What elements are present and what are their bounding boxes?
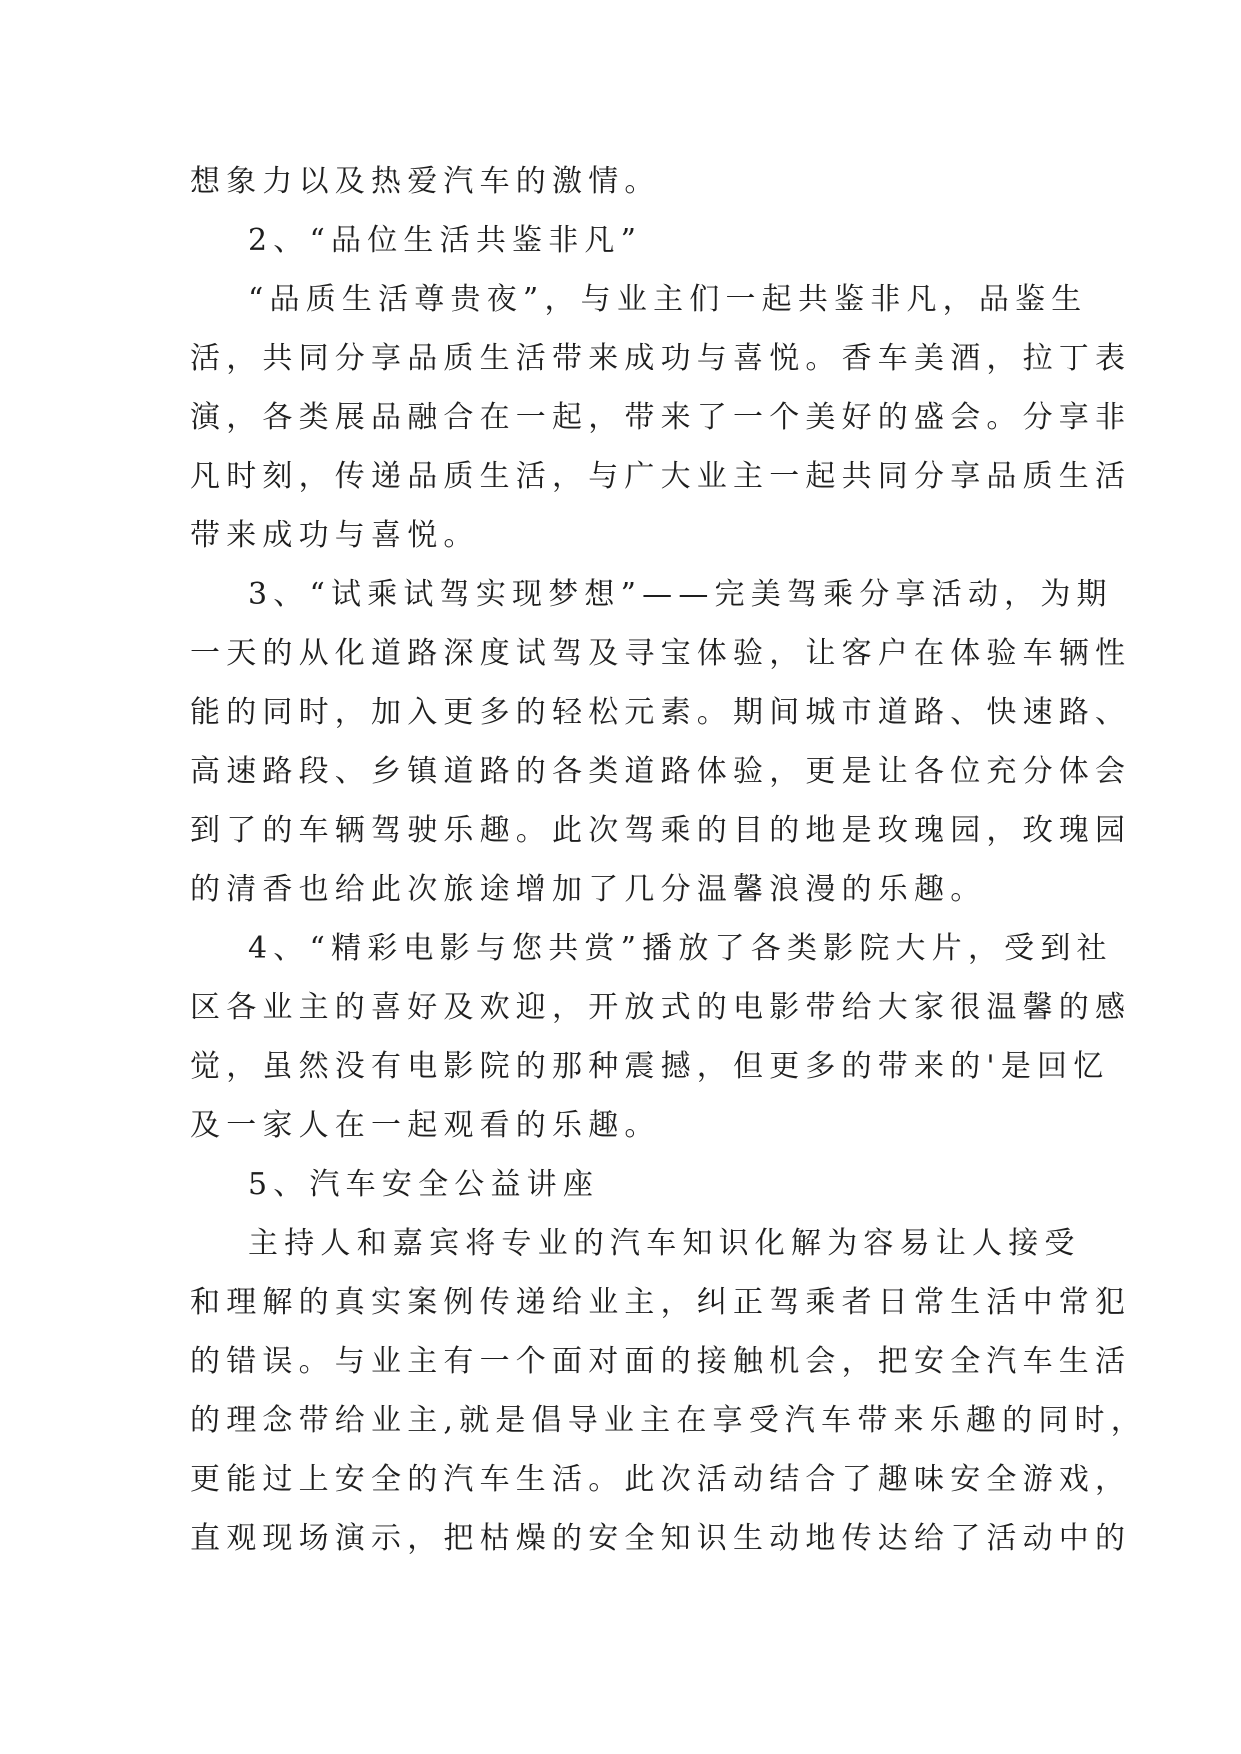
paragraph-line: 4、“精彩电影与您共赏”播放了各类影院大片，受到社 <box>248 931 1113 966</box>
paragraph-line: 和理解的真实案例传递给业主，纠正驾乘者日常生活中常犯 <box>190 1285 1132 1320</box>
paragraph-line: 到了的车辆驾驶乐趣。此次驾乘的目的地是玫瑰园，玫瑰园 <box>190 813 1132 848</box>
text-line: 想象力以及热爱汽车的激情。 <box>190 164 661 199</box>
paragraph-line: “品质生活尊贵夜”，与业主们一起共鉴非凡，品鉴生 <box>248 282 1088 317</box>
paragraph-line: 3、“试乘试驾实现梦想”——完美驾乘分享活动，为期 <box>248 577 1113 612</box>
paragraph-line: 带来成功与喜悦。 <box>190 518 480 553</box>
paragraph-line: 活，共同分享品质生活带来成功与喜悦。香车美酒，拉丁表 <box>190 341 1132 376</box>
paragraph-line: 及一家人在一起观看的乐趣。 <box>190 1108 661 1143</box>
paragraph-line: 直观现场演示，把枯燥的安全知识生动地传达给了活动中的 <box>190 1521 1132 1556</box>
paragraph-line: 主持人和嘉宾将专业的汽车知识化解为容易让人接受 <box>248 1226 1081 1261</box>
paragraph-line: 的理念带给业主,就是倡导业主在享受汽车带来乐趣的同时， <box>190 1403 1147 1438</box>
paragraph-line: 一天的从化道路深度试驾及寻宝体验，让客户在体验车辆性 <box>190 636 1132 671</box>
section-heading: 5、汽车安全公益讲座 <box>248 1167 600 1202</box>
section-heading: 2、“品位生活共鉴非凡” <box>248 223 643 258</box>
paragraph-line: 凡时刻，传递品质生活，与广大业主一起共同分享品质生活 <box>190 459 1132 494</box>
paragraph-line: 演，各类展品融合在一起，带来了一个美好的盛会。分享非 <box>190 400 1132 435</box>
paragraph-line: 更能过上安全的汽车生活。此次活动结合了趣味安全游戏， <box>190 1462 1132 1497</box>
paragraph-line: 能的同时，加入更多的轻松元素。期间城市道路、快速路、 <box>190 695 1132 730</box>
paragraph-line: 的错误。与业主有一个面对面的接触机会，把安全汽车生活 <box>190 1344 1132 1379</box>
document-body <box>190 152 1147 1568</box>
paragraph-line: 区各业主的喜好及欢迎，开放式的电影带给大家很温馨的感 <box>190 990 1132 1025</box>
paragraph-line: 觉，虽然没有电影院的那种震撼，但更多的带来的'是回忆 <box>190 1049 1110 1084</box>
paragraph-line: 高速路段、乡镇道路的各类道路体验，更是让各位充分体会 <box>190 754 1132 789</box>
paragraph-line: 的清香也给此次旅途增加了几分温馨浪漫的乐趣。 <box>190 872 987 907</box>
